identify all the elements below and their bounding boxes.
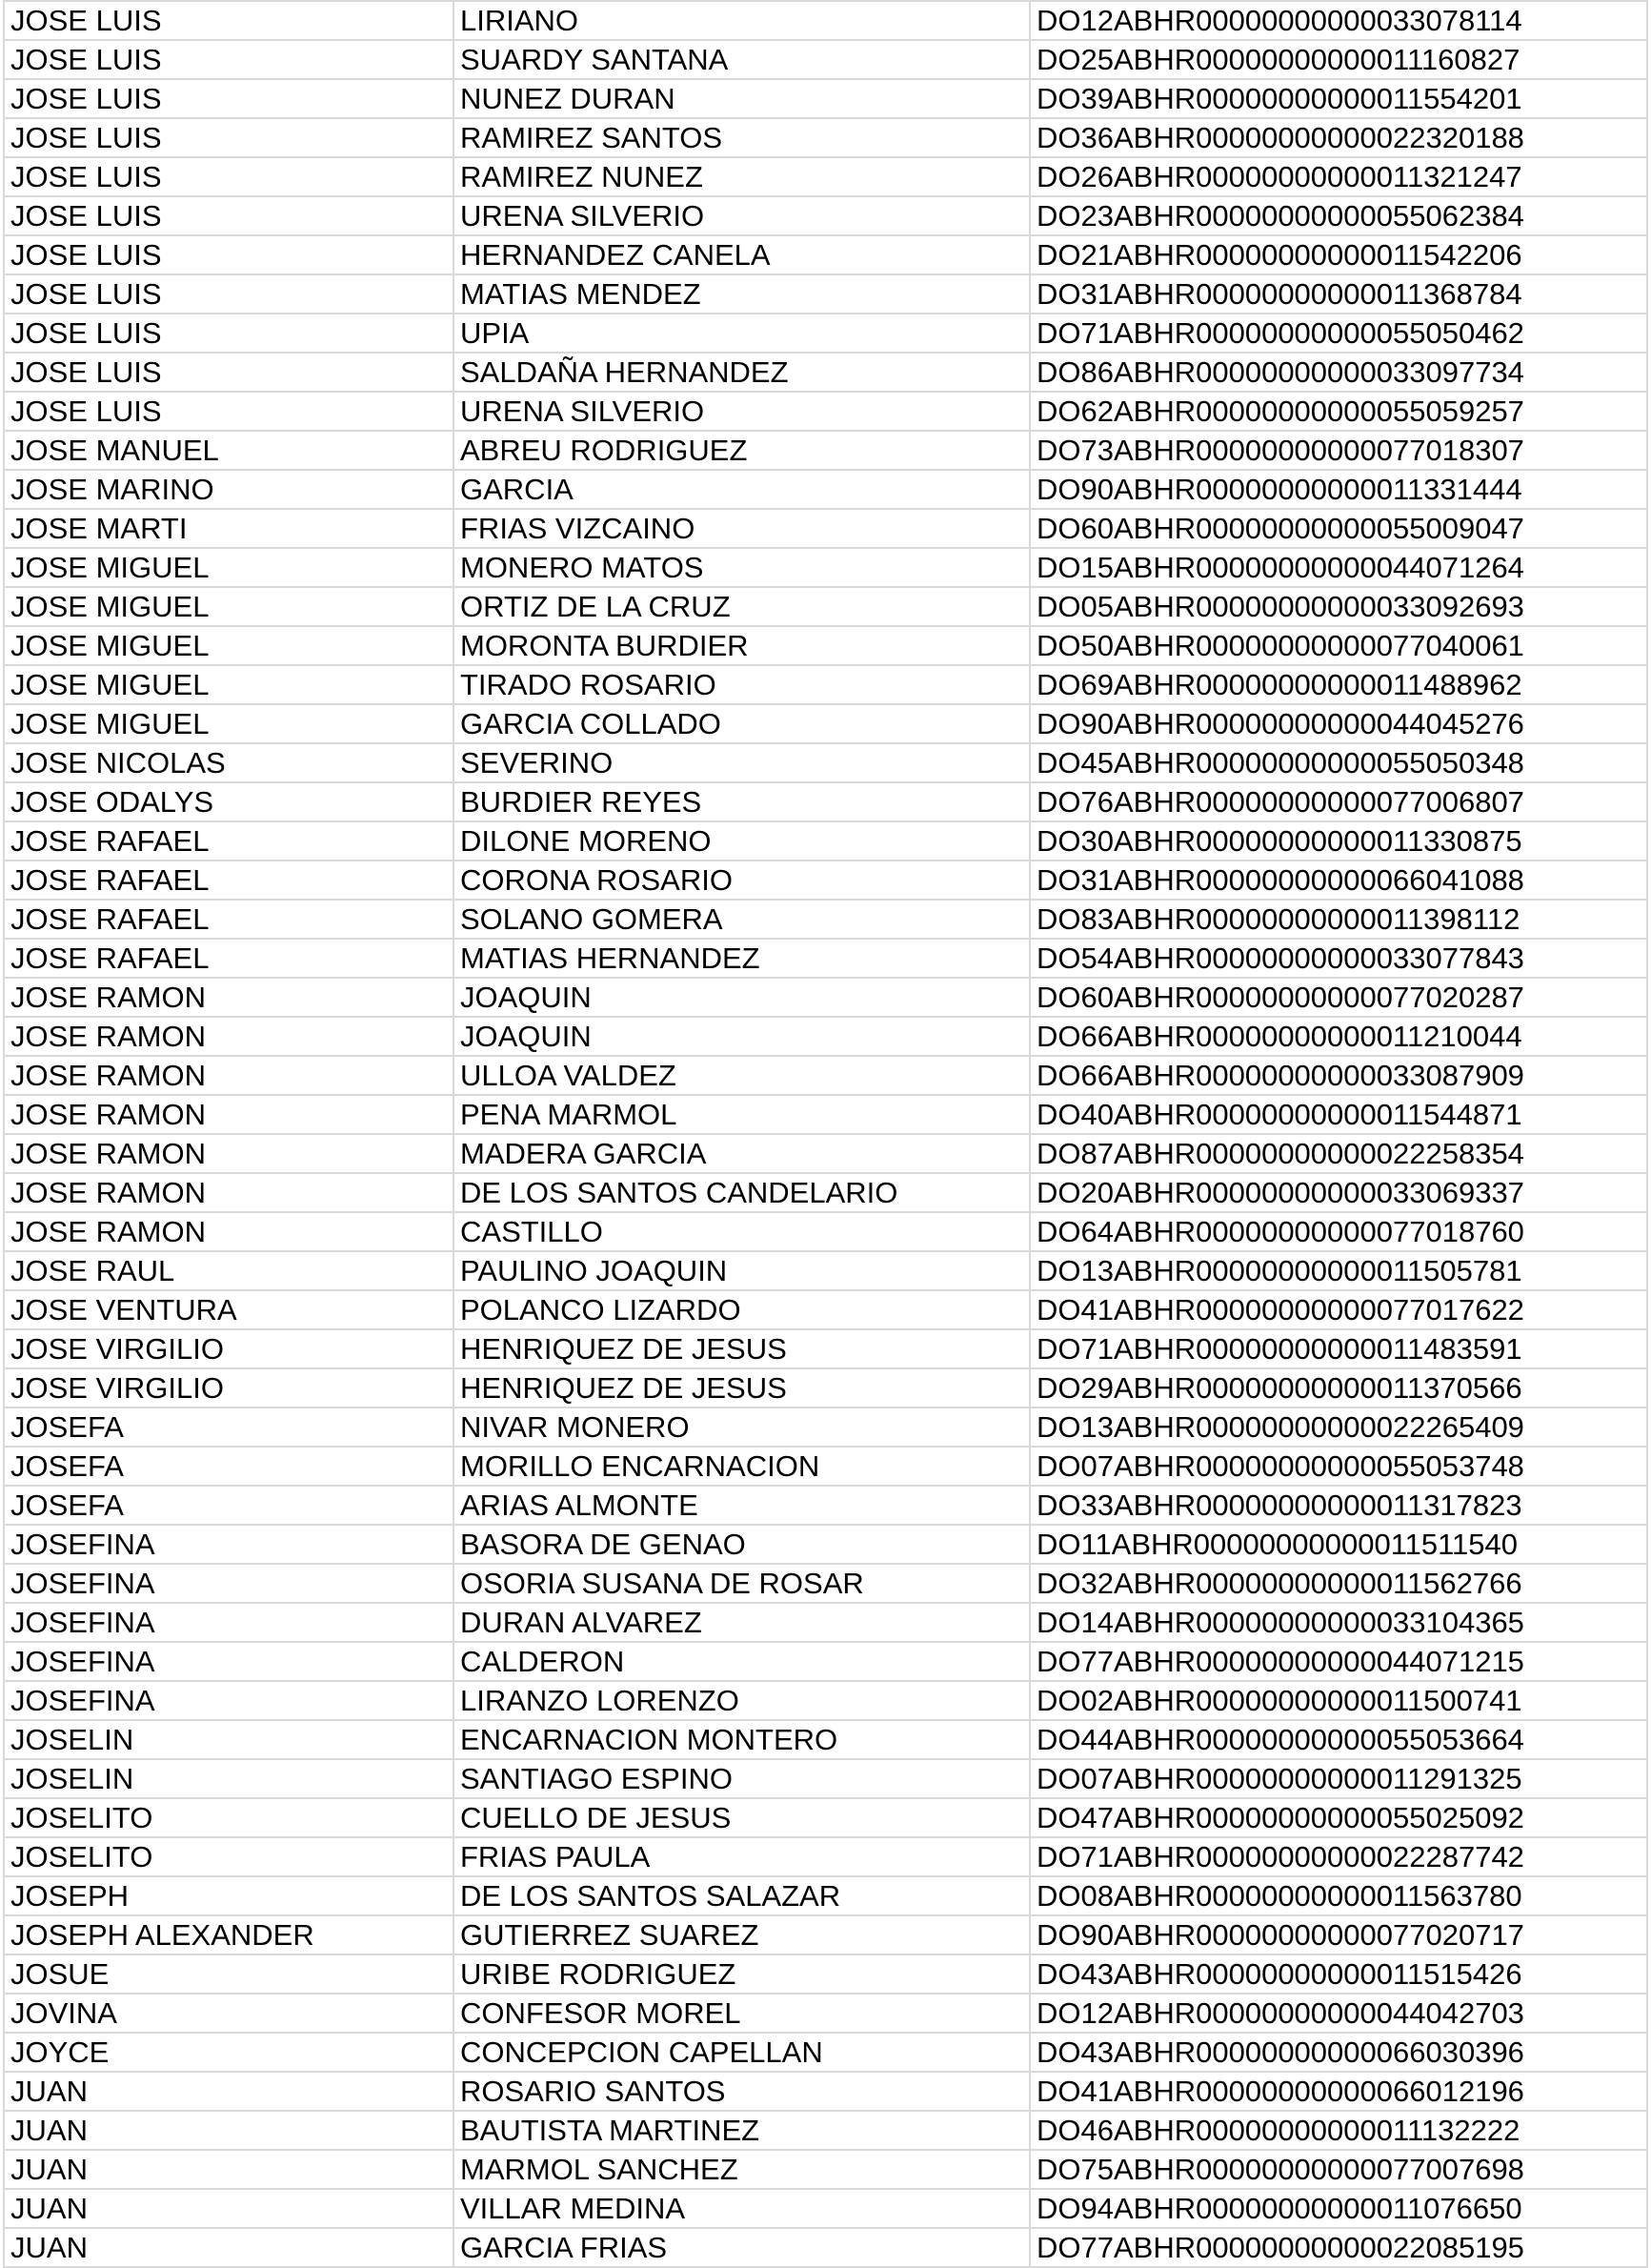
last-name-cell[interactable]: CONCEPCION CAPELLAN bbox=[453, 2033, 1030, 2072]
table-row bbox=[4, 1447, 1647, 1486]
table-row bbox=[4, 1837, 1647, 1876]
table-row bbox=[4, 587, 1647, 626]
first-name-cell[interactable]: JOSE MIGUEL bbox=[4, 548, 453, 587]
account-number-cell[interactable]: DO47ABHR00000000000055025092 bbox=[1030, 1798, 1647, 1837]
account-number-cell[interactable]: DO12ABHR00000000000033078114 bbox=[1030, 1, 1647, 40]
last-name-cell[interactable]: DILONE MORENO bbox=[453, 821, 1030, 861]
last-name-cell[interactable]: PENA MARMOL bbox=[453, 1095, 1030, 1134]
last-name-cell[interactable]: MORILLO ENCARNACION bbox=[453, 1447, 1030, 1486]
table-row bbox=[4, 743, 1647, 782]
account-number-cell[interactable]: DO07ABHR00000000000011291325 bbox=[1030, 1759, 1647, 1798]
last-name-cell[interactable]: JOAQUIN bbox=[453, 1017, 1030, 1056]
first-name-cell[interactable]: JOSEFA bbox=[4, 1447, 453, 1486]
first-name-cell[interactable]: JOSELIN bbox=[4, 1720, 453, 1759]
table-row bbox=[4, 821, 1647, 861]
account-number-cell[interactable]: DO46ABHR00000000000011132222 bbox=[1030, 2111, 1647, 2150]
first-name-cell[interactable]: JOSEFINA bbox=[4, 1525, 453, 1564]
table-row bbox=[4, 1056, 1647, 1095]
account-number-cell[interactable]: DO71ABHR00000000000055050462 bbox=[1030, 314, 1647, 353]
account-number-cell[interactable]: DO07ABHR00000000000055053748 bbox=[1030, 1447, 1647, 1486]
first-name-cell[interactable]: JOSE RAMON bbox=[4, 1173, 453, 1212]
account-number-cell[interactable]: DO12ABHR00000000000044042703 bbox=[1030, 1994, 1647, 2033]
last-name-cell[interactable]: CALDERON bbox=[453, 1642, 1030, 1681]
account-number-cell[interactable]: DO76ABHR00000000000077006807 bbox=[1030, 782, 1647, 821]
table-row bbox=[4, 861, 1647, 900]
table-row bbox=[4, 118, 1647, 157]
table-row bbox=[4, 1954, 1647, 1994]
table-row bbox=[4, 1642, 1647, 1681]
last-name-cell[interactable]: SOLANO GOMERA bbox=[453, 900, 1030, 939]
first-name-cell[interactable]: JOSE LUIS bbox=[4, 392, 453, 431]
first-name-cell[interactable]: JUAN bbox=[4, 2072, 453, 2111]
account-number-cell[interactable]: DO32ABHR00000000000011562766 bbox=[1030, 1564, 1647, 1603]
first-name-cell[interactable]: JOSE LUIS bbox=[4, 157, 453, 196]
first-name-cell[interactable]: JOSE LUIS bbox=[4, 1, 453, 40]
first-name-cell[interactable]: JOSE LUIS bbox=[4, 118, 453, 157]
account-number-cell[interactable]: DO31ABHR00000000000066041088 bbox=[1030, 861, 1647, 900]
table-row bbox=[4, 509, 1647, 548]
table-row bbox=[4, 1, 1647, 40]
last-name-cell[interactable]: DE LOS SANTOS SALAZAR bbox=[453, 1876, 1030, 1915]
account-number-cell[interactable]: DO69ABHR00000000000011488962 bbox=[1030, 665, 1647, 704]
table-row bbox=[4, 1915, 1647, 1954]
last-name-cell[interactable]: ORTIZ DE LA CRUZ bbox=[453, 587, 1030, 626]
first-name-cell[interactable]: JOSE MIGUEL bbox=[4, 626, 453, 665]
last-name-cell[interactable]: ENCARNACION MONTERO bbox=[453, 1720, 1030, 1759]
account-number-cell[interactable]: DO23ABHR00000000000055062384 bbox=[1030, 196, 1647, 235]
first-name-cell[interactable]: JOSEFINA bbox=[4, 1642, 453, 1681]
account-number-cell[interactable]: DO94ABHR00000000000011076650 bbox=[1030, 2189, 1647, 2228]
table-row bbox=[4, 1564, 1647, 1603]
first-name-cell[interactable]: JOSEFA bbox=[4, 1407, 453, 1447]
table-row bbox=[4, 2033, 1647, 2072]
first-name-cell[interactable]: JOSE RAFAEL bbox=[4, 861, 453, 900]
account-number-cell[interactable]: DO66ABHR00000000000033087909 bbox=[1030, 1056, 1647, 1095]
table-row bbox=[4, 392, 1647, 431]
last-name-cell[interactable]: MATIAS MENDEZ bbox=[453, 274, 1030, 314]
account-number-cell[interactable]: DO40ABHR00000000000011544871 bbox=[1030, 1095, 1647, 1134]
last-name-cell[interactable]: MONERO MATOS bbox=[453, 548, 1030, 587]
last-name-cell[interactable]: BASORA DE GENAO bbox=[453, 1525, 1030, 1564]
account-number-cell[interactable]: DO62ABHR00000000000055059257 bbox=[1030, 392, 1647, 431]
first-name-cell[interactable]: JOSE RAFAEL bbox=[4, 821, 453, 861]
last-name-cell[interactable]: GARCIA bbox=[453, 470, 1030, 509]
last-name-cell[interactable]: FRIAS PAULA bbox=[453, 1837, 1030, 1876]
table-row bbox=[4, 1173, 1647, 1212]
first-name-cell[interactable]: JOSE VIRGILIO bbox=[4, 1329, 453, 1368]
table-row bbox=[4, 1017, 1647, 1056]
last-name-cell[interactable]: UPIA bbox=[453, 314, 1030, 353]
table-row bbox=[4, 79, 1647, 118]
table-row bbox=[4, 900, 1647, 939]
last-name-cell[interactable]: BAUTISTA MARTINEZ bbox=[453, 2111, 1030, 2150]
first-name-cell[interactable]: JUAN bbox=[4, 2150, 453, 2189]
first-name-cell[interactable]: JOSEPH bbox=[4, 1876, 453, 1915]
account-number-cell[interactable]: DO31ABHR00000000000011368784 bbox=[1030, 274, 1647, 314]
account-number-cell[interactable]: DO66ABHR00000000000011210044 bbox=[1030, 1017, 1647, 1056]
first-name-cell[interactable]: JOSELIN bbox=[4, 1759, 453, 1798]
last-name-cell[interactable]: SANTIAGO ESPINO bbox=[453, 1759, 1030, 1798]
first-name-cell[interactable]: JOSEFA bbox=[4, 1486, 453, 1525]
first-name-cell[interactable]: JOSE VENTURA bbox=[4, 1290, 453, 1329]
table-row bbox=[4, 782, 1647, 821]
table-row bbox=[4, 939, 1647, 978]
last-name-cell[interactable]: RAMIREZ SANTOS bbox=[453, 118, 1030, 157]
account-number-cell[interactable]: DO30ABHR00000000000011330875 bbox=[1030, 821, 1647, 861]
last-name-cell[interactable]: MADERA GARCIA bbox=[453, 1134, 1030, 1173]
first-name-cell[interactable]: JOSE MARTI bbox=[4, 509, 453, 548]
last-name-cell[interactable]: JOAQUIN bbox=[453, 978, 1030, 1017]
last-name-cell[interactable]: URIBE RODRIGUEZ bbox=[453, 1954, 1030, 1994]
table-row bbox=[4, 1486, 1647, 1525]
table-row bbox=[4, 2189, 1647, 2228]
last-name-cell[interactable]: GARCIA COLLADO bbox=[453, 704, 1030, 743]
last-name-cell[interactable]: DURAN ALVAREZ bbox=[453, 1603, 1030, 1642]
account-number-cell[interactable]: DO13ABHR00000000000011505781 bbox=[1030, 1251, 1647, 1290]
last-name-cell[interactable]: TIRADO ROSARIO bbox=[453, 665, 1030, 704]
first-name-cell[interactable]: JOSE ODALYS bbox=[4, 782, 453, 821]
account-number-cell[interactable]: DO20ABHR00000000000033069337 bbox=[1030, 1173, 1647, 1212]
account-number-cell[interactable]: DO45ABHR00000000000055050348 bbox=[1030, 743, 1647, 782]
account-number-cell[interactable]: DO29ABHR00000000000011370566 bbox=[1030, 1368, 1647, 1407]
table-body bbox=[4, 1, 1647, 2267]
table-row bbox=[4, 431, 1647, 470]
account-number-cell[interactable]: DO26ABHR00000000000011321247 bbox=[1030, 157, 1647, 196]
first-name-cell[interactable]: JOSE NICOLAS bbox=[4, 743, 453, 782]
last-name-cell[interactable]: CONFESOR MOREL bbox=[453, 1994, 1030, 2033]
account-number-cell[interactable]: DO86ABHR00000000000033097734 bbox=[1030, 353, 1647, 392]
first-name-cell[interactable]: JOSE RAFAEL bbox=[4, 939, 453, 978]
account-number-cell[interactable]: DO11ABHR00000000000011511540 bbox=[1030, 1525, 1647, 1564]
first-name-cell[interactable]: JOVINA bbox=[4, 1994, 453, 2033]
table-row bbox=[4, 1525, 1647, 1564]
account-number-cell[interactable]: DO02ABHR00000000000011500741 bbox=[1030, 1681, 1647, 1720]
last-name-cell[interactable]: ABREU RODRIGUEZ bbox=[453, 431, 1030, 470]
table-row bbox=[4, 626, 1647, 665]
account-number-cell[interactable]: DO43ABHR00000000000066030396 bbox=[1030, 2033, 1647, 2072]
first-name-cell[interactable]: JOSE LUIS bbox=[4, 353, 453, 392]
account-number-cell[interactable]: DO33ABHR00000000000011317823 bbox=[1030, 1486, 1647, 1525]
account-number-cell[interactable]: DO15ABHR00000000000044071264 bbox=[1030, 548, 1647, 587]
first-name-cell[interactable]: JOSE MARINO bbox=[4, 470, 453, 509]
first-name-cell[interactable]: JOSEFINA bbox=[4, 1564, 453, 1603]
last-name-cell[interactable]: HENRIQUEZ DE JESUS bbox=[453, 1368, 1030, 1407]
account-number-cell[interactable]: DO71ABHR00000000000022287742 bbox=[1030, 1837, 1647, 1876]
first-name-cell[interactable]: JUAN bbox=[4, 2189, 453, 2228]
table-row bbox=[4, 1251, 1647, 1290]
account-number-cell[interactable]: DO50ABHR00000000000077040061 bbox=[1030, 626, 1647, 665]
first-name-cell[interactable]: JOSELITO bbox=[4, 1798, 453, 1837]
account-number-cell[interactable]: DO77ABHR00000000000044071215 bbox=[1030, 1642, 1647, 1681]
last-name-cell[interactable]: LIRIANO bbox=[453, 1, 1030, 40]
last-name-cell[interactable]: FRIAS VIZCAINO bbox=[453, 509, 1030, 548]
account-number-cell[interactable]: DO54ABHR00000000000033077843 bbox=[1030, 939, 1647, 978]
first-name-cell[interactable]: JUAN bbox=[4, 2111, 453, 2150]
account-number-cell[interactable]: DO60ABHR00000000000055009047 bbox=[1030, 509, 1647, 548]
account-number-cell[interactable]: DO77ABHR00000000000022085195 bbox=[1030, 2228, 1647, 2267]
table-row bbox=[4, 1095, 1647, 1134]
account-number-cell[interactable]: DO90ABHR00000000000077020717 bbox=[1030, 1915, 1647, 1954]
last-name-cell[interactable]: ROSARIO SANTOS bbox=[453, 2072, 1030, 2111]
last-name-cell[interactable]: GARCIA FRIAS bbox=[453, 2228, 1030, 2267]
first-name-cell[interactable]: JOSE RAMON bbox=[4, 1056, 453, 1095]
table-row bbox=[4, 2150, 1647, 2189]
first-name-cell[interactable]: JOSE LUIS bbox=[4, 196, 453, 235]
table-row bbox=[4, 157, 1647, 196]
table-row bbox=[4, 1720, 1647, 1759]
table-row bbox=[4, 1212, 1647, 1251]
table-row bbox=[4, 314, 1647, 353]
last-name-cell[interactable]: NUNEZ DURAN bbox=[453, 79, 1030, 118]
first-name-cell[interactable]: JOSELITO bbox=[4, 1837, 453, 1876]
table-row bbox=[4, 470, 1647, 509]
account-number-cell[interactable]: DO75ABHR00000000000077007698 bbox=[1030, 2150, 1647, 2189]
first-name-cell[interactable]: JOSE VIRGILIO bbox=[4, 1368, 453, 1407]
account-number-cell[interactable]: DO21ABHR00000000000011542206 bbox=[1030, 235, 1647, 274]
table-row bbox=[4, 1407, 1647, 1447]
first-name-cell[interactable]: JOSE LUIS bbox=[4, 40, 453, 79]
table-row bbox=[4, 196, 1647, 235]
table-row bbox=[4, 235, 1647, 274]
first-name-cell[interactable]: JOSE LUIS bbox=[4, 314, 453, 353]
first-name-cell[interactable]: JOSE MIGUEL bbox=[4, 665, 453, 704]
account-number-cell[interactable]: DO39ABHR00000000000011554201 bbox=[1030, 79, 1647, 118]
first-name-cell[interactable]: JOSUE bbox=[4, 1954, 453, 1994]
table-row bbox=[4, 1603, 1647, 1642]
table-row bbox=[4, 978, 1647, 1017]
last-name-cell[interactable]: BURDIER REYES bbox=[453, 782, 1030, 821]
account-number-cell[interactable]: DO71ABHR00000000000011483591 bbox=[1030, 1329, 1647, 1368]
last-name-cell[interactable]: SEVERINO bbox=[453, 743, 1030, 782]
table-row bbox=[4, 1681, 1647, 1720]
last-name-cell[interactable]: CUELLO DE JESUS bbox=[453, 1798, 1030, 1837]
last-name-cell[interactable]: MARMOL SANCHEZ bbox=[453, 2150, 1030, 2189]
first-name-cell[interactable]: JOSE RAMON bbox=[4, 1134, 453, 1173]
table-row bbox=[4, 548, 1647, 587]
table-row bbox=[4, 353, 1647, 392]
account-number-cell[interactable]: DO36ABHR00000000000022320188 bbox=[1030, 118, 1647, 157]
first-name-cell[interactable]: JOSE RAUL bbox=[4, 1251, 453, 1290]
account-number-cell[interactable]: DO87ABHR00000000000022258354 bbox=[1030, 1134, 1647, 1173]
first-name-cell[interactable]: JOSE LUIS bbox=[4, 235, 453, 274]
account-number-cell[interactable]: DO13ABHR00000000000022265409 bbox=[1030, 1407, 1647, 1447]
account-number-cell[interactable]: DO14ABHR00000000000033104365 bbox=[1030, 1603, 1647, 1642]
last-name-cell[interactable]: HENRIQUEZ DE JESUS bbox=[453, 1329, 1030, 1368]
last-name-cell[interactable]: VILLAR MEDINA bbox=[453, 2189, 1030, 2228]
account-number-cell[interactable]: DO90ABHR00000000000011331444 bbox=[1030, 470, 1647, 509]
first-name-cell[interactable]: JOSEPH ALEXANDER bbox=[4, 1915, 453, 1954]
account-number-cell[interactable]: DO83ABHR00000000000011398112 bbox=[1030, 900, 1647, 939]
last-name-cell[interactable]: ULLOA VALDEZ bbox=[453, 1056, 1030, 1095]
first-name-cell[interactable]: JOSE RAMON bbox=[4, 978, 453, 1017]
first-name-cell[interactable]: JOSE RAMON bbox=[4, 1212, 453, 1251]
first-name-cell[interactable]: JOSE MANUEL bbox=[4, 431, 453, 470]
table-row bbox=[4, 1759, 1647, 1798]
last-name-cell[interactable]: RAMIREZ NUNEZ bbox=[453, 157, 1030, 196]
table-row bbox=[4, 704, 1647, 743]
account-number-cell[interactable]: DO05ABHR00000000000033092693 bbox=[1030, 587, 1647, 626]
last-name-cell[interactable]: SALDAÑA HERNANDEZ bbox=[453, 353, 1030, 392]
last-name-cell[interactable]: POLANCO LIZARDO bbox=[453, 1290, 1030, 1329]
account-number-cell[interactable]: DO41ABHR00000000000077017622 bbox=[1030, 1290, 1647, 1329]
first-name-cell[interactable]: JOSE MIGUEL bbox=[4, 587, 453, 626]
table-row bbox=[4, 1876, 1647, 1915]
account-number-cell[interactable]: DO73ABHR00000000000077018307 bbox=[1030, 431, 1647, 470]
table-row bbox=[4, 665, 1647, 704]
account-number-cell[interactable]: DO41ABHR00000000000066012196 bbox=[1030, 2072, 1647, 2111]
last-name-cell[interactable]: PAULINO JOAQUIN bbox=[453, 1251, 1030, 1290]
table-row bbox=[4, 1290, 1647, 1329]
first-name-cell[interactable]: JOSE LUIS bbox=[4, 79, 453, 118]
table-row bbox=[4, 2111, 1647, 2150]
last-name-cell[interactable]: CORONA ROSARIO bbox=[453, 861, 1030, 900]
first-name-cell[interactable]: JOSE MIGUEL bbox=[4, 704, 453, 743]
first-name-cell[interactable]: JOSEFINA bbox=[4, 1603, 453, 1642]
table-row bbox=[4, 1329, 1647, 1368]
first-name-cell[interactable]: JOSE RAMON bbox=[4, 1017, 453, 1056]
last-name-cell[interactable]: URENA SILVERIO bbox=[453, 196, 1030, 235]
table-row bbox=[4, 1134, 1647, 1173]
table-row bbox=[4, 40, 1647, 79]
first-name-cell[interactable]: JUAN bbox=[4, 2228, 453, 2267]
account-number-cell[interactable]: DO44ABHR00000000000055053664 bbox=[1030, 1720, 1647, 1759]
last-name-cell[interactable]: LIRANZO LORENZO bbox=[453, 1681, 1030, 1720]
table-row bbox=[4, 1368, 1647, 1407]
account-number-cell[interactable]: DO90ABHR00000000000044045276 bbox=[1030, 704, 1647, 743]
first-name-cell[interactable]: JOYCE bbox=[4, 2033, 453, 2072]
last-name-cell[interactable]: URENA SILVERIO bbox=[453, 392, 1030, 431]
last-name-cell[interactable]: DE LOS SANTOS CANDELARIO bbox=[453, 1173, 1030, 1212]
spreadsheet-table bbox=[3, 0, 1648, 2268]
last-name-cell[interactable]: OSORIA SUSANA DE ROSAR bbox=[453, 1564, 1030, 1603]
last-name-cell[interactable]: HERNANDEZ CANELA bbox=[453, 235, 1030, 274]
table-row bbox=[4, 274, 1647, 314]
last-name-cell[interactable]: ARIAS ALMONTE bbox=[453, 1486, 1030, 1525]
account-number-cell[interactable]: DO60ABHR00000000000077020287 bbox=[1030, 978, 1647, 1017]
table-row bbox=[4, 2072, 1647, 2111]
last-name-cell[interactable]: MATIAS HERNANDEZ bbox=[453, 939, 1030, 978]
table-row bbox=[4, 1994, 1647, 2033]
account-number-cell[interactable]: DO08ABHR00000000000011563780 bbox=[1030, 1876, 1647, 1915]
first-name-cell[interactable]: JOSE RAMON bbox=[4, 1095, 453, 1134]
last-name-cell[interactable]: CASTILLO bbox=[453, 1212, 1030, 1251]
first-name-cell[interactable]: JOSE RAFAEL bbox=[4, 900, 453, 939]
first-name-cell[interactable]: JOSEFINA bbox=[4, 1681, 453, 1720]
last-name-cell[interactable]: GUTIERREZ SUAREZ bbox=[453, 1915, 1030, 1954]
last-name-cell[interactable]: NIVAR MONERO bbox=[453, 1407, 1030, 1447]
account-number-cell[interactable]: DO43ABHR00000000000011515426 bbox=[1030, 1954, 1647, 1994]
last-name-cell[interactable]: SUARDY SANTANA bbox=[453, 40, 1030, 79]
account-number-cell[interactable]: DO64ABHR00000000000077018760 bbox=[1030, 1212, 1647, 1251]
table-row bbox=[4, 1798, 1647, 1837]
first-name-cell[interactable]: JOSE LUIS bbox=[4, 274, 453, 314]
account-number-cell[interactable]: DO25ABHR00000000000011160827 bbox=[1030, 40, 1647, 79]
last-name-cell[interactable]: MORONTA BURDIER bbox=[453, 626, 1030, 665]
